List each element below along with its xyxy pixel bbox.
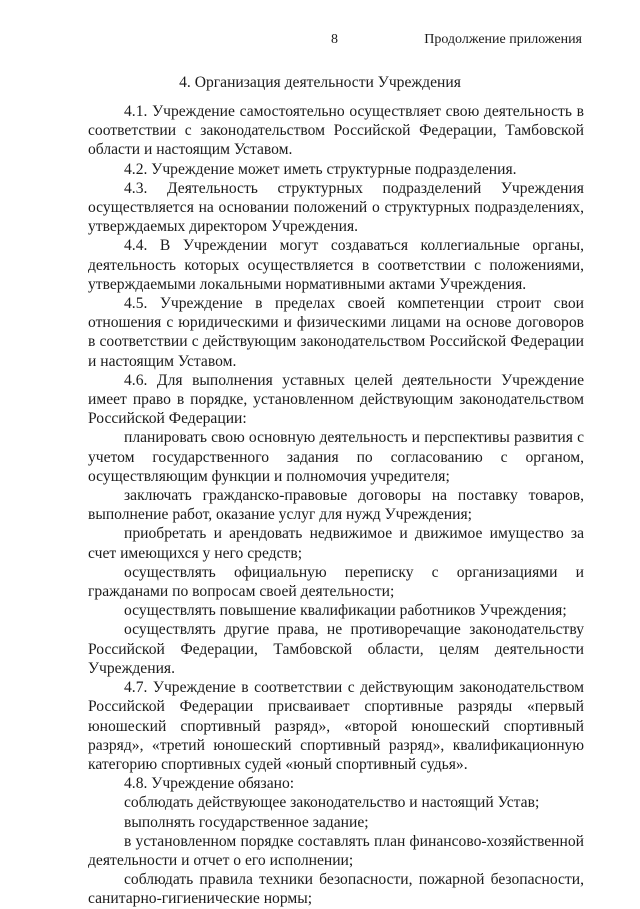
list-item: осуществлять другие права, не противоречащие законодательству Российской Федерации, Тамбовской области, целям деятельности Учреждения. <box>88 621 584 677</box>
running-title: Продолжение приложения <box>424 32 582 47</box>
page-number: 8 <box>331 32 338 47</box>
list-item: планировать свою основную деятельность и перспективы развития с учетом государственного задания по согласованию с органом, осуществляющим функции и полномочия учредителя; <box>88 429 584 485</box>
list-item: соблюдать правила техники безопасности, пожарной безопасности, санитарно-гигиенические нормы; <box>88 871 584 908</box>
list-item: в установленном порядке составлять план финансово-хозяйственной деятельности и отчет о его исполнении; <box>88 832 584 869</box>
paragraph-4-7: 4.7. Учреждение в соответствии с действующим законодательством Российской Федерации присваивает спортивные разряды «первый юношеский спортивный разряд», «второй юношеский спортивный разряд», «третий юношеский спортивный разряд», квалификационную категорию спортивных судей «юный спортивный судья». <box>88 679 584 773</box>
page-header <box>0 32 640 52</box>
section-title: 4. Организация деятельности Учреждения <box>179 74 461 91</box>
paragraph-4-6: 4.6. Для выполнения уставных целей деятельности Учреждение имеет право в порядке, установленном действующим законодательством Российской Федерации: <box>88 371 584 428</box>
list-item: выполнять государственное задание; <box>124 813 369 831</box>
paragraph-4-8: 4.8. Учреждение обязано: <box>124 775 295 793</box>
list-item: осуществлять повышение квалификации работников Учреждения; <box>124 602 567 620</box>
paragraph-4-1: 4.1. Учреждение самостоятельно осуществляет свою деятельность в соответствии с законодательством Российской Федерации, Тамбовской области и настоящим Уставом. <box>88 103 584 159</box>
paragraph-4-5: 4.5. Учреждение в пределах своей компетенции строит свои отношения с юридическими и физическими лицами на основе договоров в соответствии с действующим законодательством Российской Федерации и настоящим Уставом. <box>88 295 584 370</box>
paragraph-4-3: 4.3. Деятельность структурных подразделений Учреждения осуществляется на основании положений о структурных подразделениях, утверждаемых директором Учреждения. <box>88 179 584 236</box>
list-item: заключать гражданско-правовые договоры на поставку товаров, выполнение работ, оказание услуг для нужд Учреждения; <box>88 487 584 524</box>
list-item: приобретать и арендовать недвижимое и движимое имущество за счет имеющихся у него средств; <box>88 525 584 562</box>
paragraph-4-2: 4.2. Учреждение может иметь структурные подразделения. <box>124 160 517 178</box>
document-body <box>88 102 584 909</box>
list-item: осуществлять официальную переписку с организациями и гражданами по вопросам своей деятельности; <box>88 563 584 601</box>
paragraph-4-4: 4.4. В Учреждении могут создаваться коллегиальные органы, деятельность которых осуществляется в соответствии с положениями, утверждаемыми локальными нормативными актами Учреждения. <box>88 237 584 293</box>
list-item: соблюдать действующее законодательство и настоящий Устав; <box>124 794 540 812</box>
